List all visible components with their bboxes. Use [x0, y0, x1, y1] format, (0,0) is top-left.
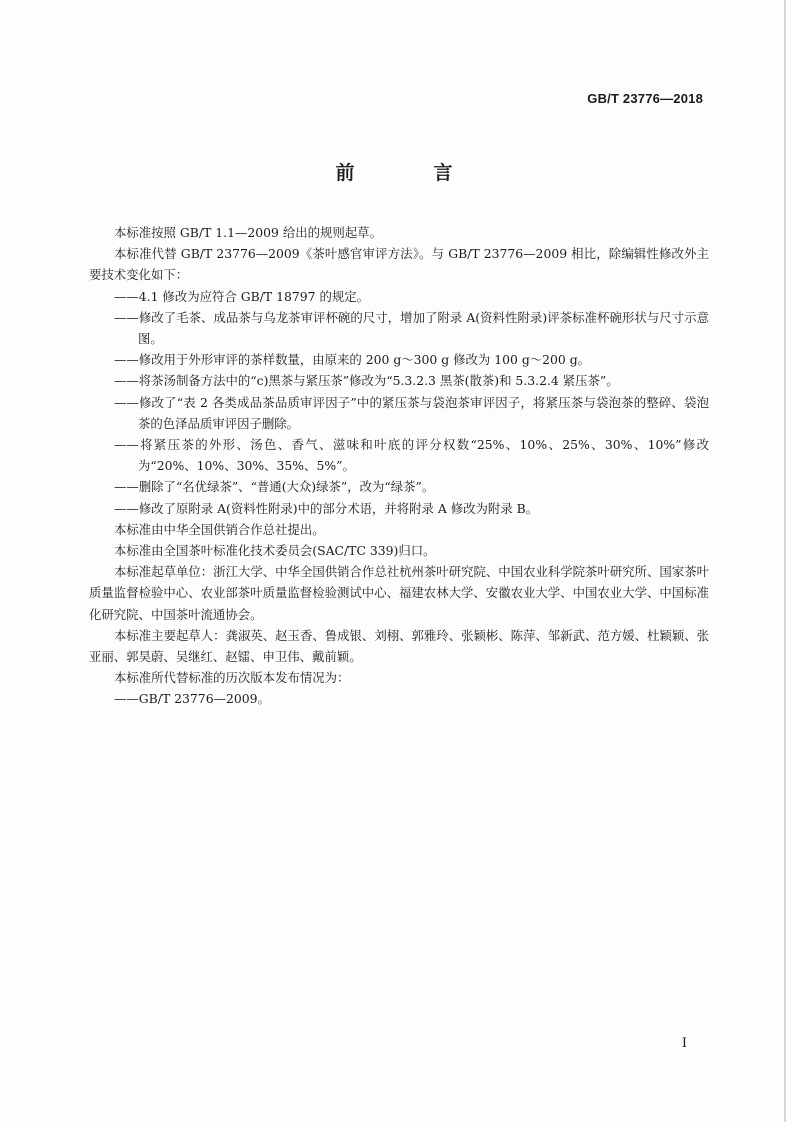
change-item: ——将茶汤制备方法中的“c)黑茶与紧压茶”修改为“5.3.2.3 黑茶(散茶)和 5.3.2.4 紧压茶”。 [114, 373, 619, 389]
change-item: ——将紧压茶的外形、汤色、香气、滋味和叶底的评分权数“25%、10%、25%、30%、10%”修改为“20%、10%、30%、35%、5%”。 [114, 437, 709, 474]
change-item: ——修改用于外形审评的茶样数量，由原来的 200 g～300 g 修改为 100 g～200 g。 [114, 352, 591, 368]
paragraph-proposed-by: 本标准由中华全国供销合作总社提出。 [114, 521, 325, 537]
standard-number: GB/T 23776—2018 [587, 91, 703, 106]
history-item: ——GB/T 23776—2009。 [114, 691, 270, 707]
change-item: ——修改了原附录 A(资料性附录)中的部分术语，并将附录 A 修改为附录 B。 [114, 500, 539, 516]
paragraph-history-intro: 本标准所代替标准的历次版本发布情况为： [114, 670, 350, 686]
foreword-body [89, 222, 709, 710]
paragraph-replaces: 本标准代替 GB/T 23776—2009《茶叶感官审评方法》。与 GB/T 23776—2009 相比，除编辑性修改外主要技术变化如下： [89, 246, 709, 283]
change-item: ——修改了毛茶、成品茶与乌龙茶审评杯碗的尺寸，增加了附录 A(资料性附录)评茶标准杯碗形状与尺寸示意图。 [114, 309, 709, 347]
change-item: ——4.1 修改为应符合 GB/T 18797 的规定。 [114, 288, 370, 304]
paragraph-under-jurisdiction: 本标准由全国茶叶标准化技术委员会(SAC/TC 339)归口。 [114, 543, 436, 559]
paragraph-drafting-organizations: 本标准起草单位：浙江大学、中华全国供销合作总社杭州茶叶研究院、中国农业科学院茶叶研究所、国家茶叶质量监督检验中心、农业部茶叶质量监督检验测试中心、福建农林大学、安徽农业大学、中国农业大学、中国标准化研究院、中国茶叶流通协会。 [89, 564, 709, 622]
change-item: ——修改了“表 2 各类成品茶品质审评因子”中的紧压茶与袋泡茶审评因子，将紧压茶与袋泡茶的整碎、袋泡茶的色泽品质审评因子删除。 [114, 394, 709, 431]
paragraph-drafters: 本标准主要起草人：龚淑英、赵玉香、鲁成银、刘栩、郭雅玲、张颖彬、陈萍、邹新武、范方媛、杜颖颖、张亚丽、郭昊蔚、吴继红、赵镭、申卫伟、戴前颖。 [89, 627, 709, 665]
change-item: ——删除了“名优绿茶”、“普通(大众)绿茶”，改为“绿茶”。 [114, 479, 435, 495]
paragraph-drafting-rules: 本标准按照 GB/T 1.1—2009 给出的规则起草。 [114, 225, 382, 240]
page-number: I [681, 1036, 687, 1051]
page-title: 前 言 [335, 162, 483, 184]
